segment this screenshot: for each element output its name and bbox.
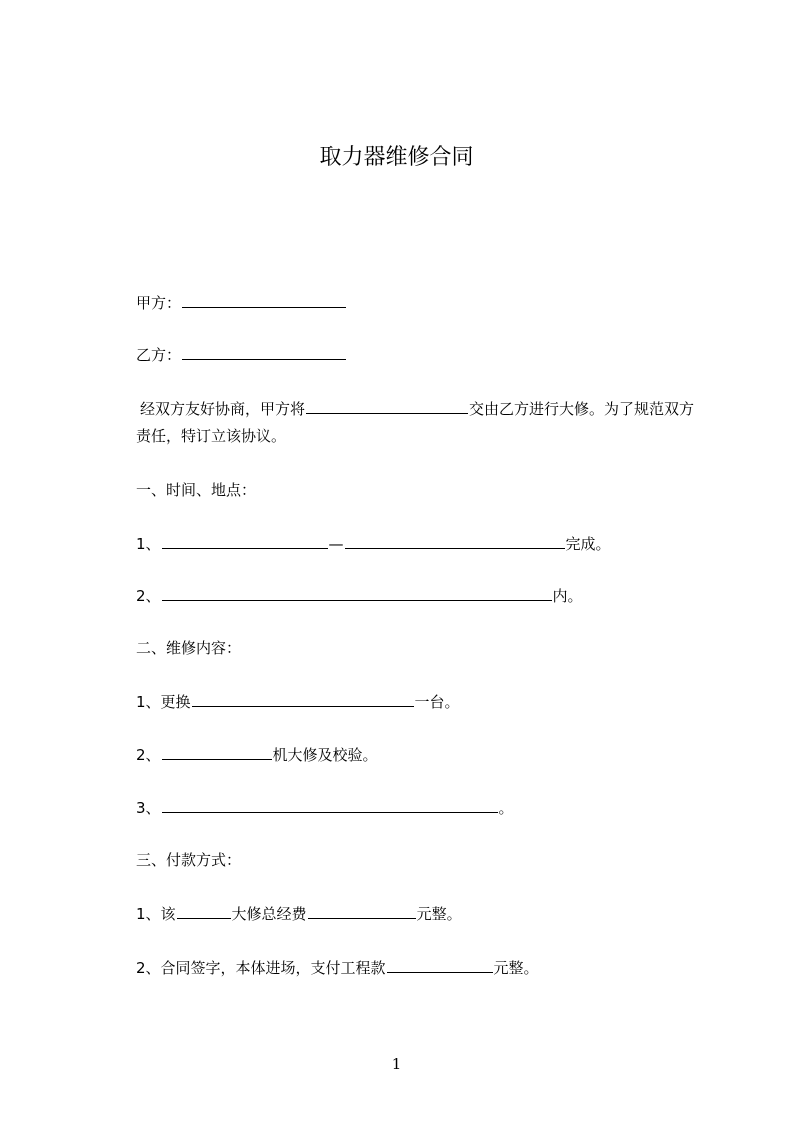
- item-suffix: 内。: [552, 587, 583, 605]
- start-time-blank[interactable]: [162, 533, 328, 549]
- item-suffix: 。: [498, 799, 514, 817]
- party-b-blank[interactable]: [182, 344, 346, 360]
- end-time-blank[interactable]: [345, 533, 565, 549]
- section1-heading: 一、时间、地点：: [136, 481, 257, 499]
- total-cost-blank[interactable]: [308, 903, 416, 919]
- item-prefix: 2、: [136, 587, 161, 605]
- document-title: 取力器维修合同: [319, 145, 474, 170]
- payment-blank[interactable]: [387, 957, 493, 973]
- item-middle: 大修总经费: [231, 905, 307, 923]
- section2-item1: [136, 691, 460, 712]
- item-suffix: 机大修及校验。: [272, 746, 378, 764]
- dash-text: —: [328, 535, 344, 553]
- section1-item1: [136, 533, 611, 554]
- section3-item1: [136, 903, 462, 924]
- item-suffix: 一台。: [414, 693, 460, 711]
- location-blank[interactable]: [162, 585, 552, 601]
- content-blank[interactable]: [162, 797, 498, 813]
- item-suffix: 完成。: [565, 535, 611, 553]
- item-prefix: 1、: [136, 535, 161, 553]
- section2-heading: 二、维修内容：: [136, 639, 242, 657]
- party-a-blank[interactable]: [182, 292, 346, 308]
- intro-text-2: 交由乙方进行大修。为了规范双方责任，特订立该协议。: [136, 400, 695, 445]
- machine-blank[interactable]: [162, 744, 272, 760]
- section1-item2: [136, 585, 583, 606]
- intro-paragraph: [136, 396, 708, 450]
- section2-item3: [136, 797, 514, 818]
- item-prefix: 1、更换: [136, 693, 191, 711]
- party-a-label: 甲方：: [136, 294, 182, 312]
- item-prefix: 2、合同签字，本体进场，支付工程款: [136, 959, 386, 977]
- party-b-label: 乙方：: [136, 346, 182, 364]
- replace-part-blank[interactable]: [192, 691, 414, 707]
- section3-heading: 三、付款方式：: [136, 851, 242, 869]
- party-b-line: [136, 344, 347, 365]
- item-prefix: 2、: [136, 746, 161, 764]
- intro-text-1: 经双方友好协商，甲方将: [140, 400, 306, 418]
- item-prefix: 3、: [136, 799, 161, 817]
- item-suffix: 元整。: [416, 905, 462, 923]
- section2-item2: [136, 744, 378, 765]
- item-blank[interactable]: [177, 903, 231, 919]
- party-a-line: [136, 292, 347, 313]
- page-number: 1: [391, 1055, 402, 1073]
- section3-item2: [136, 957, 539, 978]
- item-prefix: 1、该: [136, 905, 176, 923]
- item-suffix: 元整。: [493, 959, 539, 977]
- intro-blank[interactable]: [306, 398, 468, 414]
